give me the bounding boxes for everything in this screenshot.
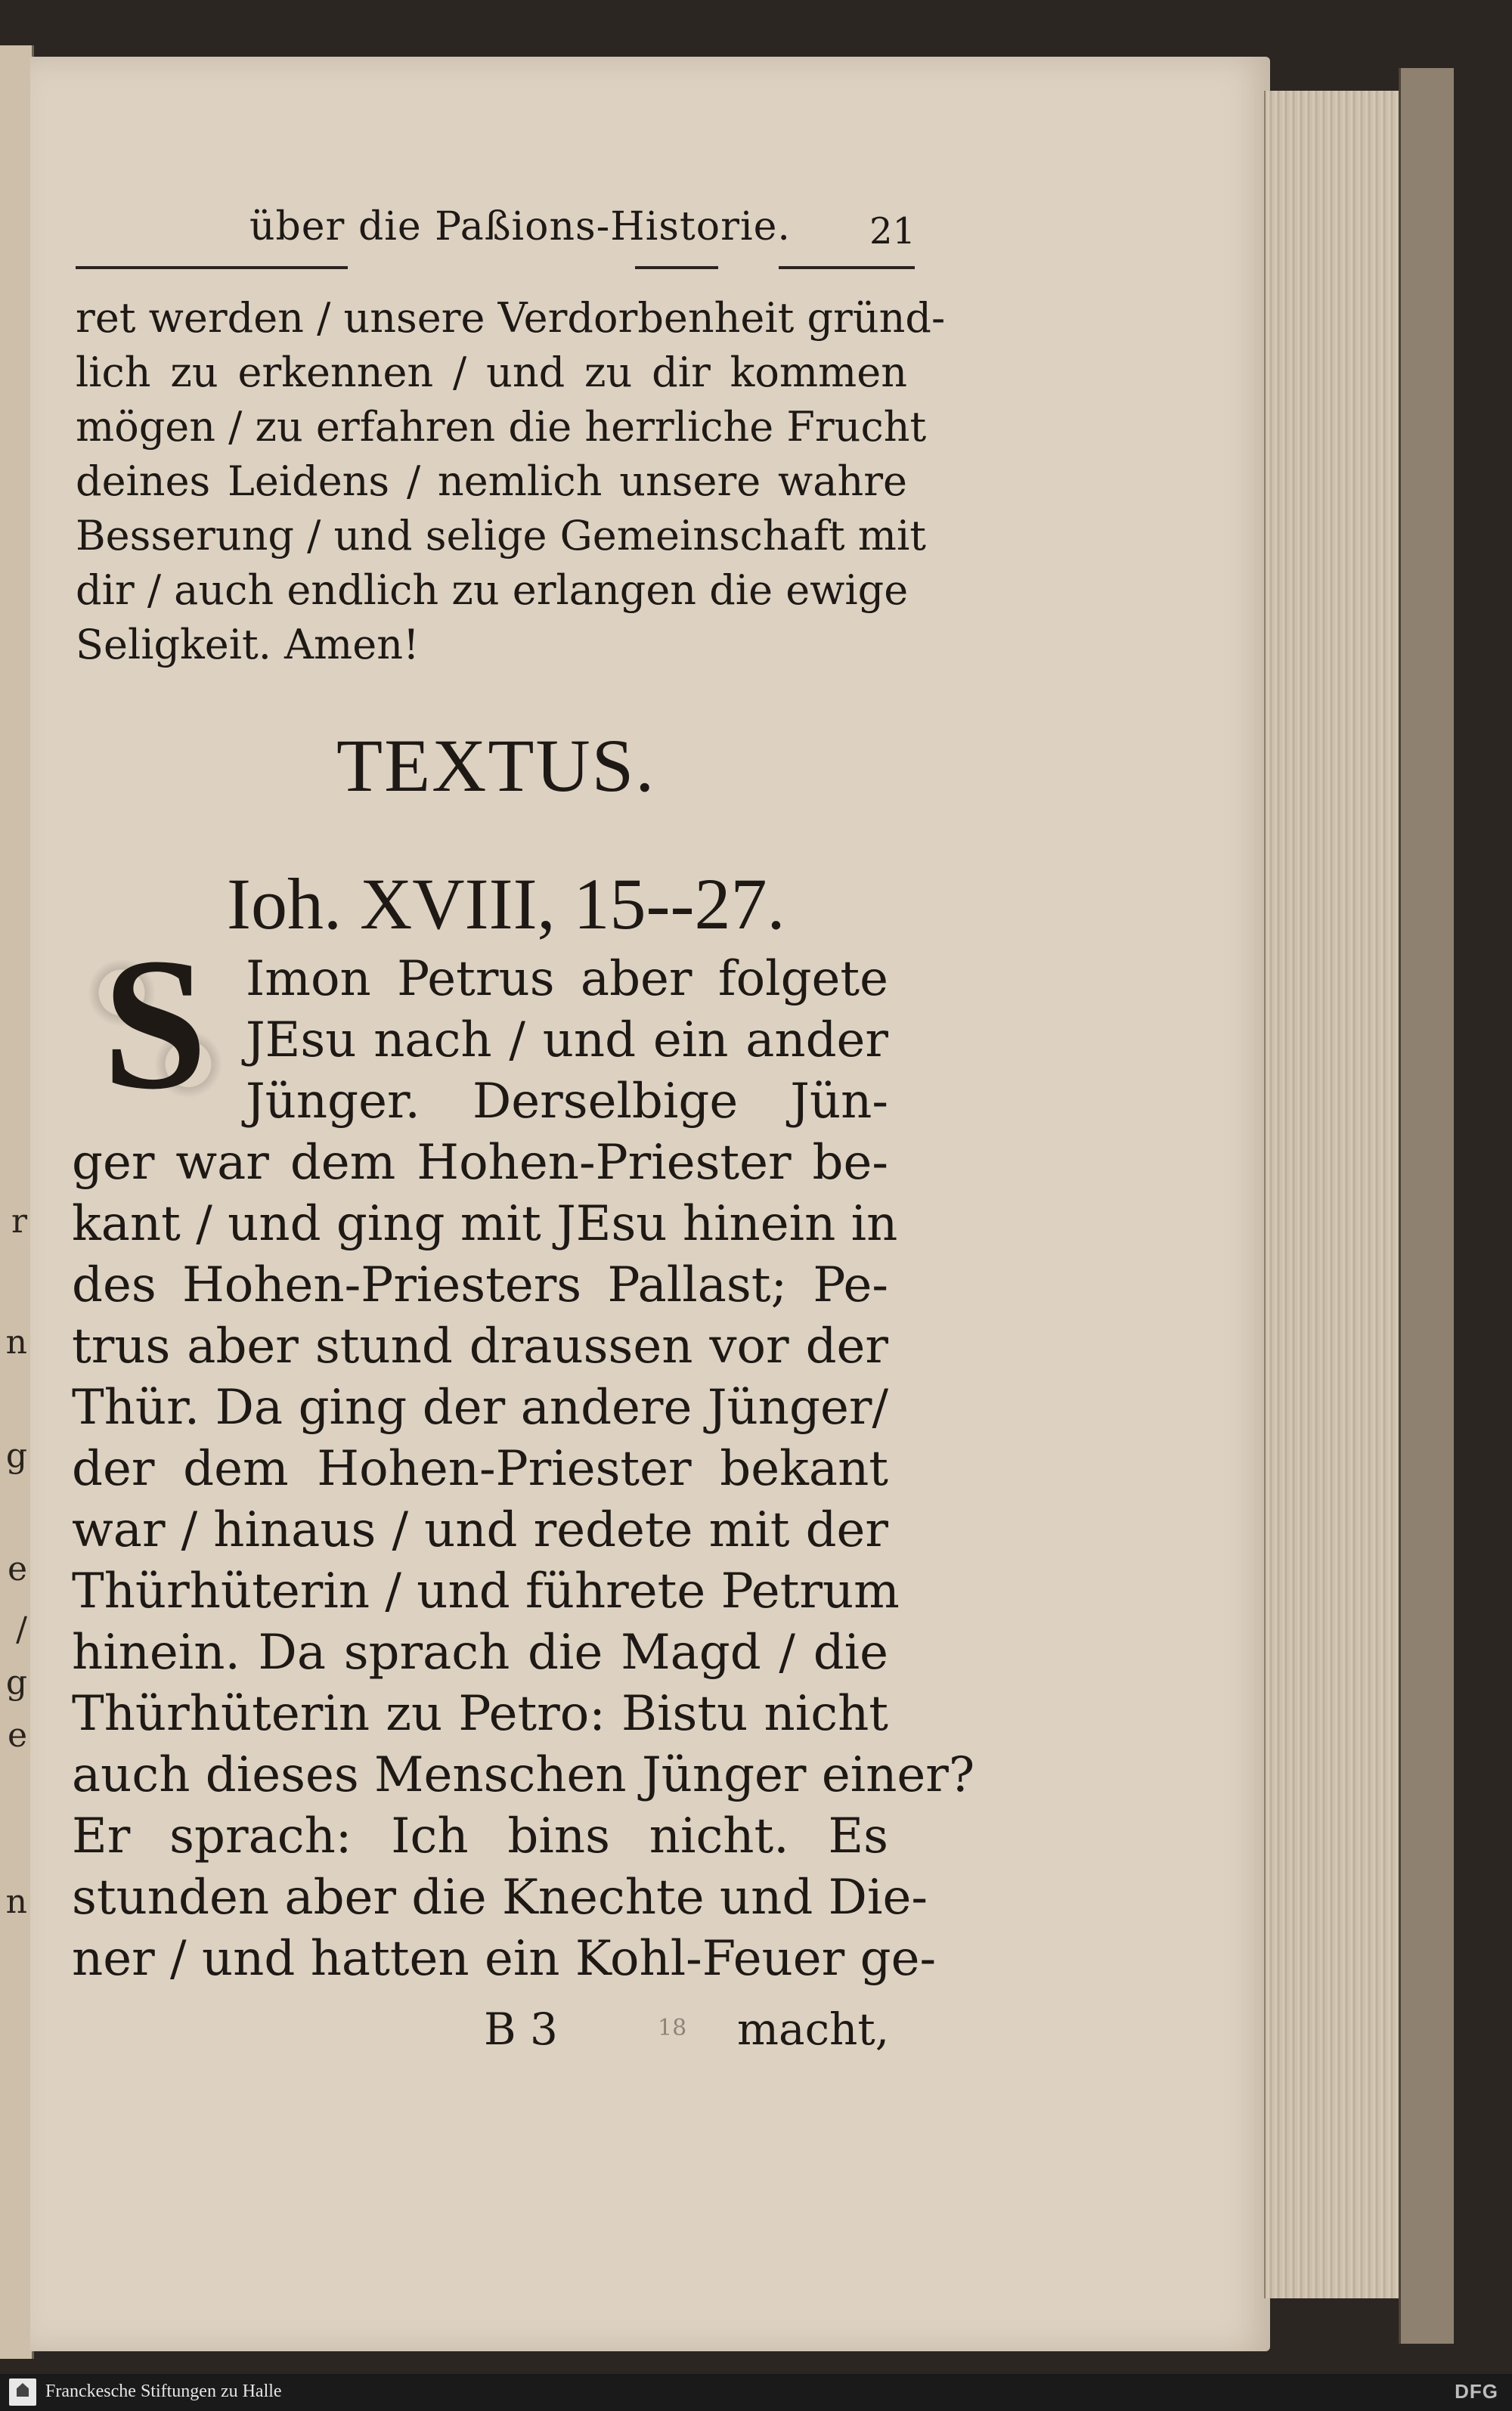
page-number: 21 (869, 210, 916, 253)
text-line: stunden aber die Knechte und Die- (72, 1870, 928, 1926)
institution-name: Franckesche Stiftungen zu Halle (45, 2382, 282, 2401)
prayer-paragraph (76, 291, 946, 672)
signature-mark: B 3 (484, 2003, 558, 2055)
text-line: war / hinaus / und redete mit der (72, 1502, 888, 1558)
text-line: trus aber stund draussen vor der (72, 1319, 888, 1374)
text-line: ner / und hatten ein Kohl-Feuer ge- (72, 1931, 937, 1987)
text-line: Thürhüterin / und führete Petrum (72, 1563, 900, 1619)
scripture-text (72, 949, 975, 1990)
decorated-initial: S (72, 945, 238, 1104)
text-line: lich zu erkennen / und zu dir kommen (76, 349, 907, 396)
running-head: über die Paßions-Historie. (249, 204, 791, 249)
left-page-fragment: g (5, 1436, 27, 1475)
text-line: mögen / zu erfahren die herrliche Frucht (76, 403, 927, 451)
text-line: Thürhüterin zu Petro: Bistu nicht (72, 1686, 888, 1742)
text-line: ger war dem Hohen-Priester be- (72, 1135, 888, 1191)
text-line: Thür. Da ging der andere Jünger/ (72, 1380, 888, 1436)
verse-reference: Ioh. XVIII, 15--27. (227, 863, 785, 944)
page-block-edge (1264, 91, 1402, 2298)
left-page-fragment: r (11, 1202, 27, 1241)
left-page-fragment: e (7, 1716, 27, 1755)
left-page-fragment: e (7, 1550, 27, 1588)
text-line: Besserung / und selige Gemeinschaft mit (76, 512, 926, 559)
text-line: dir / auch endlich zu erlangen die ewige (76, 566, 909, 614)
catchword: macht, (737, 2003, 890, 2055)
pencil-note: 18 (658, 2015, 687, 2041)
left-page-fragment: / (16, 1610, 27, 1649)
header-rule-gap (718, 265, 779, 271)
text-line: Jünger. Derselbige Jün- (246, 1074, 888, 1130)
text-line: Er sprach: Ich bins nicht. Es (72, 1808, 888, 1864)
text-line: JEsu nach / und ein ander (246, 1012, 888, 1068)
header-rule-gap (348, 265, 635, 271)
text-line: der dem Hohen-Priester bekant (72, 1441, 888, 1497)
text-line: ret werden / unsere Verdorbenheit gründ- (76, 294, 946, 342)
left-page-fragment: g (5, 1663, 27, 1702)
section-title: TEXTUS. (336, 724, 656, 807)
text-line: hinein. Da sprach die Magd / die (72, 1625, 888, 1681)
text-line: kant / und ging mit JEsu hinein in (72, 1196, 898, 1252)
text-line: auch dieses Menschen Jünger einer? (72, 1747, 975, 1803)
text-line: Imon Petrus aber folgete (246, 951, 888, 1007)
text-line: Seligkeit. Amen! (76, 621, 420, 668)
text-line: deines Leidens / nemlich unsere wahre (76, 457, 907, 505)
book-cover-edge (1399, 68, 1454, 2344)
institution-logo-icon (9, 2378, 36, 2406)
footer-bar (0, 2374, 1512, 2411)
funder-logo: DFG (1455, 2380, 1498, 2403)
left-page-fragment: n (5, 1883, 27, 1921)
left-page-fragment: n (5, 1323, 27, 1362)
text-line: des Hohen-Priesters Pallast; Pe- (72, 1257, 888, 1313)
